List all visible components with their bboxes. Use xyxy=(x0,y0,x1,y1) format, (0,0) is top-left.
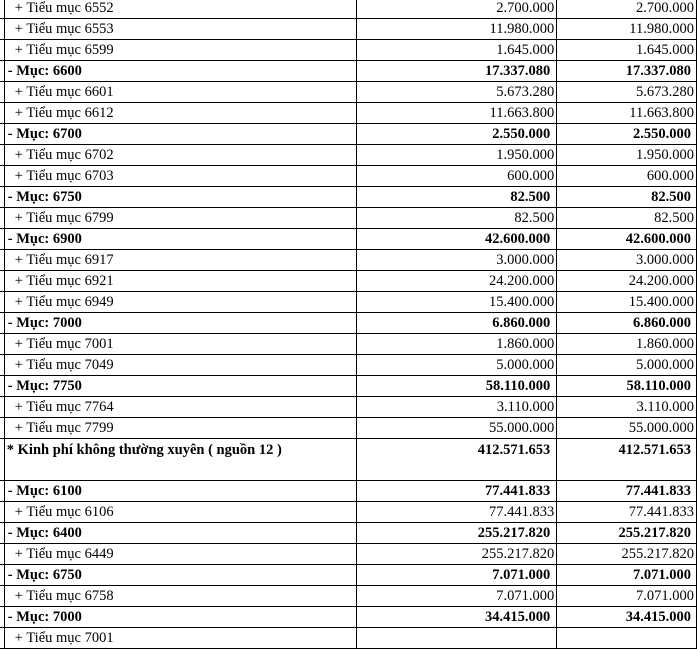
row-label: + Tiểu mục 6601 xyxy=(4,82,356,103)
table-row-muc xyxy=(0,124,697,145)
row-label: - Mục: 6750 xyxy=(4,565,356,586)
row-value-2: 77.441.833 xyxy=(557,481,697,502)
table-row-tieu-muc xyxy=(0,292,697,313)
row-value-1: 6.860.000 xyxy=(356,313,556,334)
row-value-1: 24.200.000 xyxy=(356,271,556,292)
table-row-muc xyxy=(0,523,697,544)
row-value-1: 11.663.800 xyxy=(356,103,556,124)
row-value-2: 58.110.000 xyxy=(557,376,697,397)
row-value-2: 82.500 xyxy=(557,187,697,208)
row-label: - Mục: 6400 xyxy=(4,523,356,544)
row-value-1: 2.550.000 xyxy=(356,124,556,145)
row-value-2: 1.645.000 xyxy=(557,40,697,61)
row-value-2: 1.950.000 xyxy=(557,145,697,166)
table-row-tieu-muc xyxy=(0,544,697,565)
row-value-2: 77.441.833 xyxy=(557,502,697,523)
row-label: + Tiểu mục 6449 xyxy=(4,544,356,565)
row-label: + Tiểu mục 6949 xyxy=(4,292,356,313)
table-row-tieu-muc xyxy=(0,0,697,19)
row-value-2: 15.400.000 xyxy=(557,292,697,313)
row-value-1: 77.441.833 xyxy=(356,481,556,502)
table-row-tieu-muc xyxy=(0,19,697,40)
row-label: + Tiểu mục 6553 xyxy=(4,19,356,40)
row-value-1: 34.415.000 xyxy=(356,607,556,628)
table-row-tieu-muc xyxy=(0,334,697,355)
row-label: - Mục: 6700 xyxy=(4,124,356,145)
row-value-1: 1.950.000 xyxy=(356,145,556,166)
row-value-2: 17.337.080 xyxy=(557,61,697,82)
row-value-1: 7.071.000 xyxy=(356,586,556,607)
table-row-tieu-muc xyxy=(0,418,697,439)
row-label: - Mục: 7750 xyxy=(4,376,356,397)
table-row-tieu-muc xyxy=(0,355,697,376)
row-value-2: 34.415.000 xyxy=(557,607,697,628)
row-label: + Tiểu mục 6552 xyxy=(4,0,356,19)
row-label: + Tiểu mục 6703 xyxy=(4,166,356,187)
row-label: - Mục: 7000 xyxy=(4,607,356,628)
row-value-2: 42.600.000 xyxy=(557,229,697,250)
row-value-2: 7.071.000 xyxy=(557,586,697,607)
row-value-1: 58.110.000 xyxy=(356,376,556,397)
row-value-1: 1.645.000 xyxy=(356,40,556,61)
row-value-2: 2.550.000 xyxy=(557,124,697,145)
row-value-1: 77.441.833 xyxy=(356,502,556,523)
row-value-1: 42.600.000 xyxy=(356,229,556,250)
table-row-muc xyxy=(0,229,697,250)
row-value-1: 3.000.000 xyxy=(356,250,556,271)
row-label: - Mục: 6600 xyxy=(4,61,356,82)
table-row-muc xyxy=(0,61,697,82)
row-value-2: 2.700.000 xyxy=(557,0,697,19)
row-label: + Tiểu mục 7001 xyxy=(4,628,356,649)
row-label: - Mục: 6100 xyxy=(4,481,356,502)
table-row-muc xyxy=(0,565,697,586)
row-value-2: 1.860.000 xyxy=(557,334,697,355)
table-row-tieu-muc xyxy=(0,103,697,124)
table-row-tieu-muc xyxy=(0,40,697,61)
table-row-muc xyxy=(0,607,697,628)
row-value-1: 82.500 xyxy=(356,208,556,229)
row-value-1: 412.571.653 xyxy=(356,439,556,481)
table-row-muc xyxy=(0,376,697,397)
table-row-muc xyxy=(0,187,697,208)
row-value-2: 11.663.800 xyxy=(557,103,697,124)
table-row-tieu-muc xyxy=(0,397,697,418)
table-row-tieu-muc xyxy=(0,208,697,229)
row-value-2: 5.000.000 xyxy=(557,355,697,376)
row-label: + Tiểu mục 7764 xyxy=(4,397,356,418)
row-value-1: 17.337.080 xyxy=(356,61,556,82)
row-value-1: 1.860.000 xyxy=(356,334,556,355)
table-row-tieu-muc xyxy=(0,586,697,607)
row-label: + Tiểu mục 7001 xyxy=(4,334,356,355)
row-label: - Mục: 7000 xyxy=(4,313,356,334)
row-label: + Tiểu mục 6758 xyxy=(4,586,356,607)
row-value-1: 5.673.280 xyxy=(356,82,556,103)
row-value-2: 82.500 xyxy=(557,208,697,229)
row-label: + Tiểu mục 7049 xyxy=(4,355,356,376)
row-label: + Tiểu mục 6599 xyxy=(4,40,356,61)
row-value-1: 7.071.000 xyxy=(356,565,556,586)
table-row-tieu-muc xyxy=(0,145,697,166)
row-label: + Tiểu mục 7799 xyxy=(4,418,356,439)
row-value-1: 600.000 xyxy=(356,166,556,187)
row-value-1: 255.217.820 xyxy=(356,544,556,565)
row-value-2: 412.571.653 xyxy=(557,439,697,481)
row-value-1: 255.217.820 xyxy=(356,523,556,544)
row-value-2: 255.217.820 xyxy=(557,523,697,544)
row-value-1: 82.500 xyxy=(356,187,556,208)
row-label: + Tiểu mục 6917 xyxy=(4,250,356,271)
row-value-2: 5.673.280 xyxy=(557,82,697,103)
row-value-2: 255.217.820 xyxy=(557,544,697,565)
row-value-2: 3.000.000 xyxy=(557,250,697,271)
table-row-tieu-muc xyxy=(0,271,697,292)
row-label: * Kinh phí không thường xuyên ( nguồn 12 ) xyxy=(4,439,356,481)
row-value-1: 11.980.000 xyxy=(356,19,556,40)
row-label: + Tiểu mục 6921 xyxy=(4,271,356,292)
table-row-muc xyxy=(0,481,697,502)
row-value-1: 55.000.000 xyxy=(356,418,556,439)
row-value-2: 55.000.000 xyxy=(557,418,697,439)
row-value-2: 6.860.000 xyxy=(557,313,697,334)
row-label: - Mục: 6900 xyxy=(4,229,356,250)
row-value-2: 600.000 xyxy=(557,166,697,187)
row-label: + Tiểu mục 6106 xyxy=(4,502,356,523)
row-label: + Tiểu mục 6612 xyxy=(4,103,356,124)
row-value-2: 24.200.000 xyxy=(557,271,697,292)
row-value-2: 7.071.000 xyxy=(557,565,697,586)
row-label: + Tiểu mục 6799 xyxy=(4,208,356,229)
table-row-tieu-muc xyxy=(0,502,697,523)
row-label: - Mục: 6750 xyxy=(4,187,356,208)
table-row-section xyxy=(0,439,697,481)
row-label: + Tiểu mục 6702 xyxy=(4,145,356,166)
row-value-1: 3.110.000 xyxy=(356,397,556,418)
table-row-tieu-muc xyxy=(0,250,697,271)
table-row-muc xyxy=(0,313,697,334)
row-value-2: 3.110.000 xyxy=(557,397,697,418)
row-value-1: 5.000.000 xyxy=(356,355,556,376)
table-row-tieu-muc xyxy=(0,82,697,103)
row-value-2: 11.980.000 xyxy=(557,19,697,40)
table-row-tieu-muc xyxy=(0,166,697,187)
row-value-1: 15.400.000 xyxy=(356,292,556,313)
row-value-1: 2.700.000 xyxy=(356,0,556,19)
